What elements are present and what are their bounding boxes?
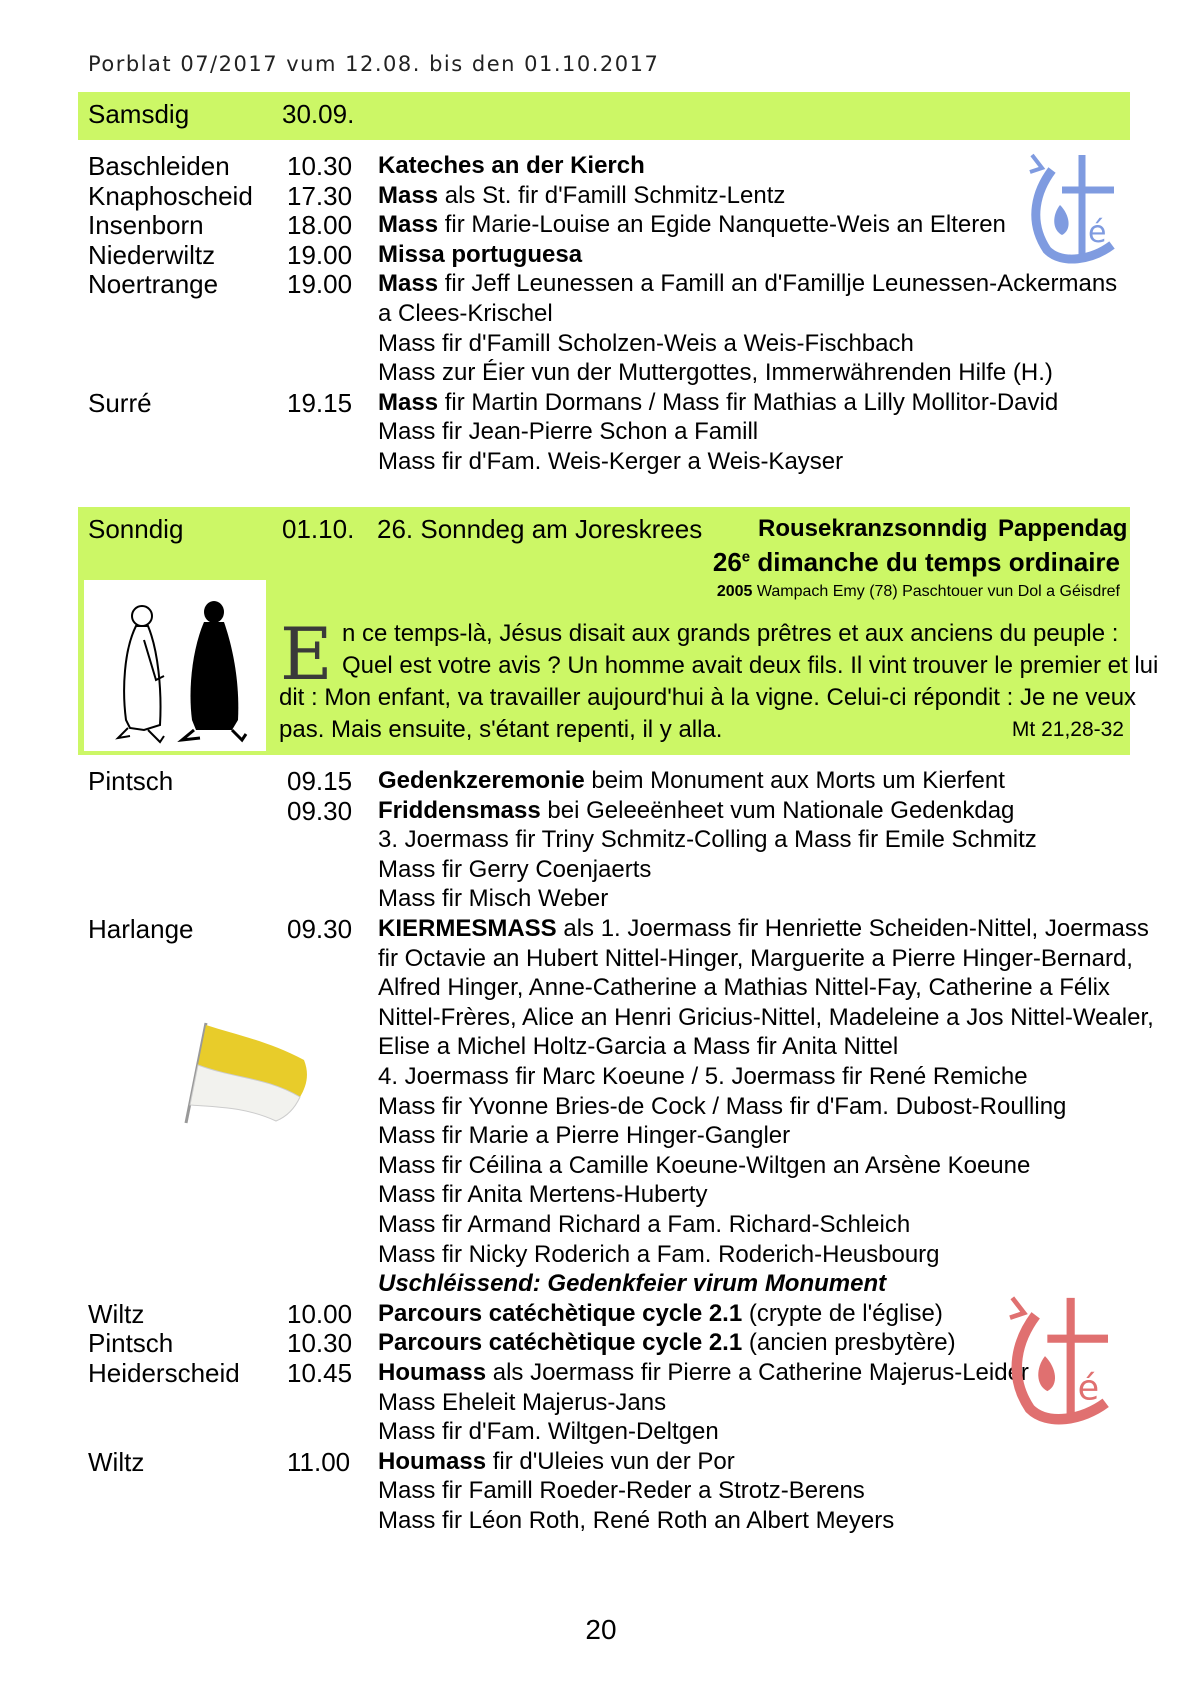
gospel-line-3: dit : Mon enfant, va travailler aujourd'hui à la vigne. Celui-ci répondit : Je ne veux — [279, 684, 1137, 711]
sun-row-time: 10.30 — [287, 1328, 353, 1358]
sun-row-description: fir Octavie an Hubert Nittel-Hinger, Marguerite a Pierre Hinger-Bernard, — [378, 945, 1133, 972]
sun-row-place: Wiltz — [88, 1447, 145, 1477]
sat-row-description: Mass fir d'Fam. Weis-Kerger a Weis-Kayser — [378, 448, 844, 475]
sunday-popes-day: Pappendag — [998, 515, 1128, 542]
sun-row-description: Parcours catéchètique cycle 2.1 (crypte de l'église) — [378, 1300, 943, 1327]
sun-row-description: Friddensmass bei Geleeënheet vum Nationale Gedenkdag — [378, 797, 1015, 824]
sat-row-service-type: Missa portuguesa — [378, 241, 583, 268]
sun-row-description: Mass fir Gerry Coenjaerts — [378, 856, 652, 883]
sun-row-place: Harlange — [88, 914, 194, 944]
sun-row-description: Mass Eheleit Majerus-Jans — [378, 1389, 667, 1416]
sunday-day: Sonndig — [88, 514, 184, 544]
sun-row-description: 3. Joermass fir Triny Schmitz-Colling a Mass fir Emile Schmitz — [378, 826, 1037, 853]
sun-row-time: 09.15 — [287, 766, 353, 796]
saturday-band — [78, 92, 1130, 140]
sat-row-time: 19.00 — [287, 269, 353, 299]
sun-row-description: Houmass als Joermass fir Pierre a Catherine Majerus-Leider — [378, 1359, 1029, 1386]
sat-row-place: Surré — [88, 388, 152, 418]
gospel-reference: Mt 21,28-32 — [1011, 718, 1124, 741]
sunday-french-title — [713, 547, 1120, 578]
sat-row-time: 19.00 — [287, 240, 353, 270]
sun-row-service-type: Friddensmass — [378, 797, 541, 824]
sat-row-place: Niederwiltz — [88, 240, 216, 270]
sun-row-description: Parcours catéchètique cycle 2.1 (ancien presbytère) — [378, 1329, 956, 1356]
sun-row-description: Mass fir Famill Roeder-Reder a Strotz-Berens — [378, 1477, 865, 1504]
sun-row-description: KIERMESMASS als 1. Joermass fir Henriette Scheiden-Nittel, Joermass — [378, 915, 1149, 942]
sat-row-time: 10.30 — [287, 151, 353, 181]
sun-row-time: 09.30 — [287, 914, 353, 944]
sat-row-description: Mass fir Martin Dormans / Mass fir Mathias a Lilly Mollitor-David — [378, 389, 1059, 416]
sun-row-place: Wiltz — [88, 1299, 145, 1329]
sat-row-time: 18.00 — [287, 210, 353, 240]
cate-logo-red-icon — [994, 1292, 1124, 1432]
sun-row-description: Mass fir Anita Mertens-Huberty — [378, 1181, 708, 1208]
sat-row-description — [378, 150, 645, 182]
cate-logo-blue-icon — [1022, 150, 1122, 270]
sun-row-service-type: Houmass — [378, 1359, 487, 1386]
sunday-rosary: Rousekranzsonndig — [758, 515, 988, 542]
sun-row-place: Pintsch — [88, 766, 174, 796]
gospel-line-1: n ce temps-là, Jésus disait aux grands prêtres et aux anciens du peuple : — [342, 620, 1119, 647]
sun-row-time: 11.00 — [287, 1447, 351, 1477]
sun-row-description: Mass fir Misch Weber — [378, 885, 609, 912]
sat-row-service-type: Mass — [378, 182, 439, 209]
two-figures-illustration — [84, 580, 266, 751]
sat-row-time: 17.30 — [287, 181, 353, 211]
sun-row-description: Mass fir Marie a Pierre Hinger-Gangler — [378, 1122, 791, 1149]
saturday-date: 30.09. — [282, 99, 355, 129]
sat-row-place: Knaphoscheid — [88, 181, 253, 211]
sun-row-description: Mass fir Nicky Roderich a Fam. Roderich-Heusbourg — [378, 1241, 940, 1268]
sat-row-description: Mass zur Éier vun der Muttergottes, Immerwährenden Hilfe (H.) — [378, 359, 1053, 386]
sat-row-place: Baschleiden — [88, 151, 230, 181]
sun-row-service-type: Parcours catéchètique cycle 2.1 — [378, 1300, 743, 1327]
page-number: 20 — [585, 1614, 617, 1645]
gospel-dropcap: E — [280, 612, 333, 696]
papal-flag-icon — [176, 1015, 316, 1125]
sun-row-description — [378, 1268, 886, 1300]
sun-row-description: Nittel-Frères, Alice an Henri Gricius-Nittel, Madeleine a Jos Nittel-Wealer, — [378, 1004, 1154, 1031]
sun-row-description: Mass fir Céilina a Camille Koeune-Wiltgen an Arsène Koeune — [378, 1152, 1031, 1179]
sun-row-description: Elise a Michel Holtz-Garcia a Mass fir Anita Nittel — [378, 1033, 899, 1060]
sun-row-description: Alfred Hinger, Anne-Catherine a Mathias Nittel-Fay, Catherine a Félix — [378, 974, 1110, 1001]
sat-row-time: 19.15 — [287, 388, 353, 418]
sun-row-time: 10.45 — [287, 1358, 353, 1388]
sunday-title: 26. Sonndeg am Joreskrees — [377, 514, 703, 544]
svg-text:é: é — [1088, 215, 1107, 250]
sun-row-description: Gedenkzeremonie beim Monument aux Morts um Kierfent — [378, 767, 1005, 794]
sun-row-note: Uschléissend: Gedenkfeier virum Monument — [378, 1270, 887, 1297]
memorial-line: 2005 Wampach Emy (78) Paschtouer vun Dol a Géisdref — [716, 583, 1120, 600]
sat-row-description: Mass fir d'Famill Scholzen-Weis a Weis-Fischbach — [378, 330, 914, 357]
saturday-day: Samsdig — [88, 99, 190, 129]
sat-row-description: Mass fir Jean-Pierre Schon a Famill — [378, 418, 759, 445]
gospel-line-4: pas. Mais ensuite, s'étant repenti, il y alla. — [279, 716, 723, 743]
sun-row-time: 09.30 — [287, 796, 353, 826]
page-header: Porblat 07/2017 vum 12.08. bis den 01.10.2017 — [88, 52, 660, 76]
sun-row-service-type: Gedenkzeremonie — [378, 767, 585, 794]
sun-row-description: Mass fir Léon Roth, René Roth an Albert Meyers — [378, 1507, 895, 1534]
sat-row-place: Noertrange — [88, 269, 219, 299]
sunday-date: 01.10. — [282, 514, 355, 544]
svg-text:é: é — [1077, 1368, 1100, 1409]
sun-row-service-type: Parcours catéchètique cycle 2.1 — [378, 1329, 743, 1356]
sat-row-description: Mass als St. fir d'Famill Schmitz-Lentz — [378, 182, 786, 209]
french-title-text: 26e dimanche du temps ordinaire — [712, 547, 1120, 577]
gospel-line-2: Quel est votre avis ? Un homme avait deux fils. Il vint trouver le premier et lui — [342, 652, 1159, 679]
sat-row-description — [378, 239, 582, 271]
sun-row-description: Mass fir d'Fam. Wiltgen-Deltgen — [378, 1418, 719, 1445]
sat-row-description: Mass fir Marie-Louise an Egide Nanquette-Weis an Elteren — [378, 211, 1006, 238]
sat-row-description: a Clees-Krischel — [378, 300, 553, 327]
sun-row-time: 10.00 — [287, 1299, 353, 1329]
sun-row-place: Heiderscheid — [88, 1358, 240, 1388]
sat-row-service-type: Kateches an der Kierch — [378, 152, 645, 179]
sat-row-place: Insenborn — [88, 210, 204, 240]
sun-row-service-type: Houmass — [378, 1448, 487, 1475]
sun-row-service-type: KIERMESMASS — [378, 915, 557, 942]
sat-row-service-type: Mass — [378, 270, 439, 297]
sun-row-place: Pintsch — [88, 1328, 174, 1358]
sun-row-description: Mass fir Armand Richard a Fam. Richard-Schleich — [378, 1211, 911, 1238]
sat-row-description: Mass fir Jeff Leunessen a Famill an d'Famillje Leunessen-Ackermans — [378, 270, 1118, 297]
sun-row-description: Mass fir Yvonne Bries-de Cock / Mass fir d'Fam. Dubost-Roulling — [378, 1093, 1067, 1120]
sun-row-description: 4. Joermass fir Marc Koeune / 5. Joermass fir René Remiche — [378, 1063, 1028, 1090]
sat-row-service-type: Mass — [378, 211, 439, 238]
sat-row-service-type: Mass — [378, 389, 439, 416]
sun-row-description: Houmass fir d'Uleies vun der Por — [378, 1448, 735, 1475]
